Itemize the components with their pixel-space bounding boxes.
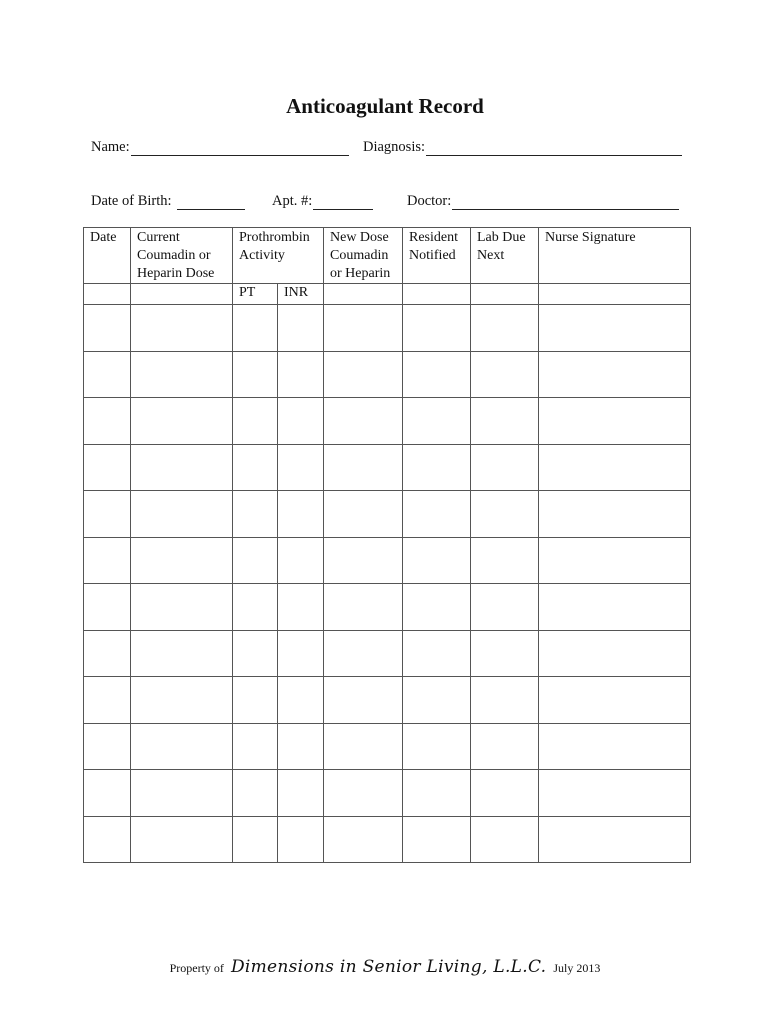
table-row: [84, 584, 691, 631]
table-cell[interactable]: [233, 398, 278, 445]
table-cell[interactable]: [278, 444, 324, 491]
table-cell[interactable]: [539, 770, 691, 817]
table-row: [84, 491, 691, 538]
table-cell[interactable]: [233, 537, 278, 584]
table-row: [84, 537, 691, 584]
table-cell[interactable]: [84, 723, 131, 770]
table-cell[interactable]: [403, 723, 471, 770]
table-cell[interactable]: [84, 351, 131, 398]
table-cell[interactable]: [131, 305, 233, 352]
table-cell[interactable]: [233, 444, 278, 491]
table-cell[interactable]: [324, 444, 403, 491]
table-cell[interactable]: [278, 630, 324, 677]
dob-label: Date of Birth:: [91, 193, 172, 209]
diagnosis-field: [363, 139, 682, 156]
table-cell[interactable]: [278, 723, 324, 770]
table-cell[interactable]: [403, 444, 471, 491]
name-input[interactable]: [131, 141, 349, 156]
doctor-field: [407, 193, 679, 210]
table-cell[interactable]: [233, 305, 278, 352]
table-cell[interactable]: [131, 630, 233, 677]
footer: [0, 957, 770, 977]
table-cell[interactable]: [471, 630, 539, 677]
table-cell[interactable]: [471, 537, 539, 584]
table-cell[interactable]: [131, 770, 233, 817]
table-cell[interactable]: [131, 723, 233, 770]
table-cell[interactable]: [324, 491, 403, 538]
table-cell[interactable]: [84, 816, 131, 863]
doctor-input[interactable]: [452, 195, 679, 210]
table-cell[interactable]: [233, 677, 278, 724]
table-cell[interactable]: [403, 770, 471, 817]
table-cell[interactable]: [403, 398, 471, 445]
table-row: [84, 398, 691, 445]
table-cell[interactable]: [233, 770, 278, 817]
table-cell[interactable]: [539, 723, 691, 770]
table-cell[interactable]: [471, 398, 539, 445]
table-cell[interactable]: [539, 491, 691, 538]
table-cell[interactable]: [539, 305, 691, 352]
diagnosis-input[interactable]: [426, 141, 682, 156]
table-cell[interactable]: [324, 630, 403, 677]
table-row: [84, 444, 691, 491]
table-row: [84, 723, 691, 770]
table-row: [84, 351, 691, 398]
table-cell[interactable]: [324, 723, 403, 770]
table-cell[interactable]: [471, 584, 539, 631]
header-date: Date: [84, 228, 131, 284]
table-cell[interactable]: [131, 816, 233, 863]
table-cell[interactable]: [471, 305, 539, 352]
table-cell[interactable]: [539, 537, 691, 584]
table-cell[interactable]: [324, 351, 403, 398]
table-cell[interactable]: [131, 351, 233, 398]
table-cell[interactable]: [131, 444, 233, 491]
table-cell[interactable]: [131, 398, 233, 445]
dob-input[interactable]: [177, 195, 245, 210]
table-cell[interactable]: [131, 584, 233, 631]
header-lab-due: Lab Due Next: [471, 228, 539, 284]
table-cell[interactable]: [471, 723, 539, 770]
header-row: [84, 228, 691, 284]
name-label: Name:: [91, 139, 130, 155]
table-cell[interactable]: [278, 491, 324, 538]
table-cell[interactable]: [471, 491, 539, 538]
table-cell[interactable]: [84, 584, 131, 631]
header-resident-notified: Resident Notified: [403, 228, 471, 284]
header-new-dose: New Dose Coumadin or Heparin: [324, 228, 403, 284]
table-cell[interactable]: [84, 305, 131, 352]
table-cell[interactable]: [403, 305, 471, 352]
subheader-inr: INR: [278, 284, 324, 305]
table-cell[interactable]: [233, 630, 278, 677]
diagnosis-label: Diagnosis:: [363, 139, 426, 155]
table-cell[interactable]: [84, 770, 131, 817]
page-title: Anticoagulant Record: [286, 94, 484, 118]
table-cell[interactable]: [131, 677, 233, 724]
dob-field: [91, 193, 245, 210]
table-cell[interactable]: [233, 491, 278, 538]
table-cell[interactable]: [403, 816, 471, 863]
table-cell[interactable]: [403, 351, 471, 398]
table-cell[interactable]: [471, 677, 539, 724]
table-cell[interactable]: [278, 584, 324, 631]
table-cell[interactable]: [471, 444, 539, 491]
footer-company: Dimensions in Senior Living, L.L.C.: [230, 957, 547, 977]
table-cell[interactable]: [324, 677, 403, 724]
table-row: [84, 677, 691, 724]
apt-field: [272, 193, 373, 210]
table-cell[interactable]: [403, 584, 471, 631]
table-cell[interactable]: [131, 491, 233, 538]
subheader-pt: PT: [233, 284, 278, 305]
anticoagulant-table: [83, 227, 691, 863]
table-cell[interactable]: [84, 444, 131, 491]
table-cell[interactable]: [84, 491, 131, 538]
table-cell[interactable]: [471, 816, 539, 863]
table-row: [84, 305, 691, 352]
footer-date: July 2013: [553, 961, 601, 975]
table-row: [84, 770, 691, 817]
apt-input[interactable]: [313, 195, 373, 210]
table-cell[interactable]: [278, 398, 324, 445]
footer-prefix: Property of: [169, 961, 224, 975]
table-cell[interactable]: [403, 491, 471, 538]
table-cell[interactable]: [278, 816, 324, 863]
subheader-row: [84, 284, 691, 305]
table-cell[interactable]: [131, 537, 233, 584]
table-cell[interactable]: [278, 351, 324, 398]
table-cell[interactable]: [324, 584, 403, 631]
table-cell[interactable]: [403, 630, 471, 677]
header-prothrombin: Prothrombin Activity: [233, 228, 324, 284]
table-cell[interactable]: [84, 537, 131, 584]
table-cell[interactable]: [324, 305, 403, 352]
table-cell[interactable]: [539, 444, 691, 491]
table-cell[interactable]: [324, 770, 403, 817]
table-cell[interactable]: [324, 537, 403, 584]
name-field: [91, 139, 349, 156]
table-cell[interactable]: [324, 398, 403, 445]
table-cell[interactable]: [233, 816, 278, 863]
table-cell[interactable]: [233, 584, 278, 631]
table-cell[interactable]: [233, 351, 278, 398]
table-cell[interactable]: [403, 677, 471, 724]
table-cell[interactable]: [539, 398, 691, 445]
table-cell[interactable]: [539, 351, 691, 398]
table-cell[interactable]: [278, 305, 324, 352]
table-cell[interactable]: [233, 723, 278, 770]
table-row: [84, 816, 691, 863]
table-cell[interactable]: [84, 630, 131, 677]
table-cell[interactable]: [471, 770, 539, 817]
header-current-dose: Current Coumadin or Heparin Dose: [131, 228, 233, 284]
table-cell[interactable]: [539, 630, 691, 677]
header-nurse-signature: Nurse Signature: [539, 228, 691, 284]
table-cell[interactable]: [84, 398, 131, 445]
table-cell[interactable]: [84, 677, 131, 724]
table-cell[interactable]: [278, 537, 324, 584]
table-cell[interactable]: [278, 677, 324, 724]
apt-label: Apt. #:: [272, 193, 313, 209]
table-cell[interactable]: [403, 537, 471, 584]
table-cell[interactable]: [471, 351, 539, 398]
doctor-label: Doctor:: [407, 193, 452, 209]
table-cell[interactable]: [278, 770, 324, 817]
table-cell[interactable]: [539, 816, 691, 863]
table-cell[interactable]: [324, 816, 403, 863]
table-cell[interactable]: [539, 677, 691, 724]
table-cell[interactable]: [539, 584, 691, 631]
table-row: [84, 630, 691, 677]
